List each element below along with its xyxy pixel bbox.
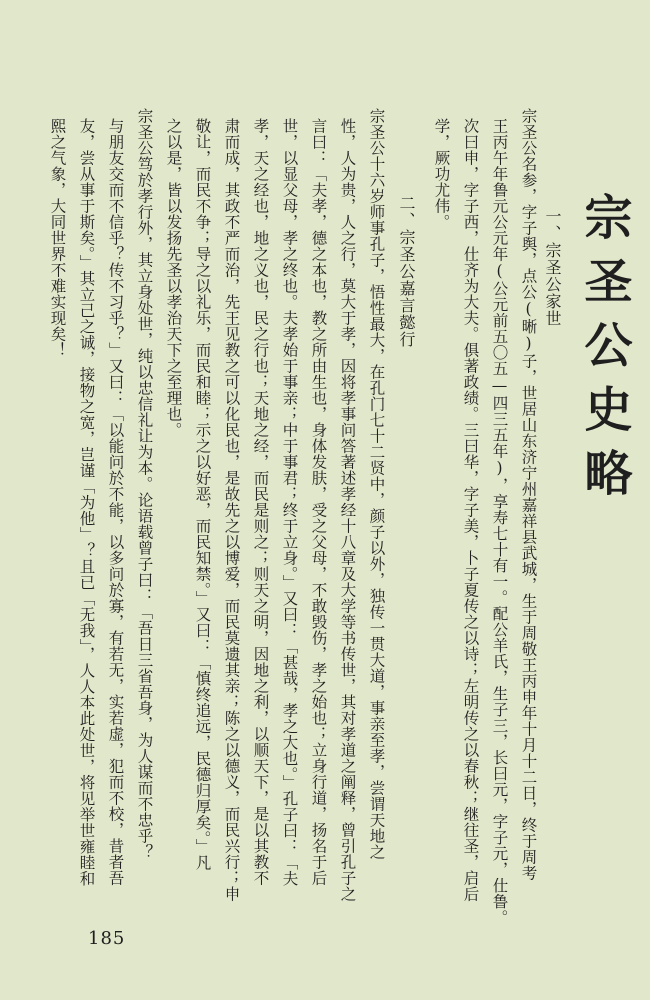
- section2-line-7: 敬让，而民不争；导之以礼乐，而民和睦；示之以好恶，而民知禁。」又曰：「慎终追远，民德归厚矣。」凡: [193, 118, 212, 871]
- section1-line-3: 次曰申，字子西，仕齐为大夫。俱著政绩。三曰华，字子美，卜子夏传之以诗；左明传之以春秋；继往圣，启后: [461, 118, 480, 902]
- section1-line-2: 王丙午年鲁元公元年(公元前五〇五—四三五年)，享寿七十有一。配公羊氏，生子三，长曰元，字子元，仕鲁。: [490, 118, 509, 926]
- section2-line-12: 熙之气象，大同世界不难实现矣！: [48, 118, 67, 358]
- section2-line-11: 友，尝从事于斯矣。」其立己之诚，接物之宽，岂谨「为他」？且已「无我」，人人本此处世，将见举世雍睦和: [77, 118, 96, 887]
- page-number: 185: [88, 928, 126, 949]
- section1-line-1: 宗圣公名参，字子舆，点公(晰)子，世居山东济宁州嘉祥县武城，生于周敬王丙申年十月十二日，终于周考: [519, 108, 538, 881]
- section2-line-1: 宗圣公十六岁师事孔子，悟性最大，在孔门七十二贤中，颜子以外，独传一贯大道，事亲至孝，尝谓天地之: [367, 108, 386, 860]
- section2-line-8: 之以是，皆以发扬先圣以孝治天下之至理也。: [164, 118, 183, 438]
- section2-line-4: 世，以显父母，孝之终也。夫孝始于事亲；中于事君；终于立身。」又曰：「甚哉，孝之大也。」孔子曰：「夫: [280, 118, 299, 887]
- section2-line-10: 与朋友交而不信乎？传不习乎？」又曰：「以能问於不能，以多问於寡，有若无，实若虚，犯而不校，昔者吾: [106, 118, 125, 886]
- section1-line-4: 学，厥功尤伟。: [432, 118, 451, 230]
- section2-line-3: 言曰：「夫孝，德之本也，教之所由生也，身体发肤，受之父母，不敢毁伤，孝之始也；立身行道，扬名于后: [309, 118, 328, 886]
- section-heading-family: 一、宗圣公家世: [543, 208, 562, 327]
- section2-line-5: 孝，天之经也，地之义也，民之行也；天地之经，而民是则之；则天之明，因地之利，以顺天下，是以其教不: [251, 118, 270, 886]
- section-heading-sayings: 二、宗圣公嘉言懿行: [397, 195, 416, 348]
- section2-line-2: 性，人为贵，人之行，莫大于孝，因将孝事问答著述孝经十八章及大学等书传世，其对孝道之阐释，曾引孔子之: [338, 118, 357, 902]
- section2-line-6: 肃而成，其政不严而治，先王见教之可以化民也，是故先之以博爱，而民莫遗其亲；陈之以德义，而民兴行；申: [222, 118, 241, 902]
- page-title: 宗圣公史略: [576, 192, 632, 512]
- section2-line-9: 宗圣公笃於孝行外，其立身处世，纯以忠信礼让为本。论语载曾子曰：「吾日三省吾身，为人谋而不忠乎？: [135, 108, 154, 860]
